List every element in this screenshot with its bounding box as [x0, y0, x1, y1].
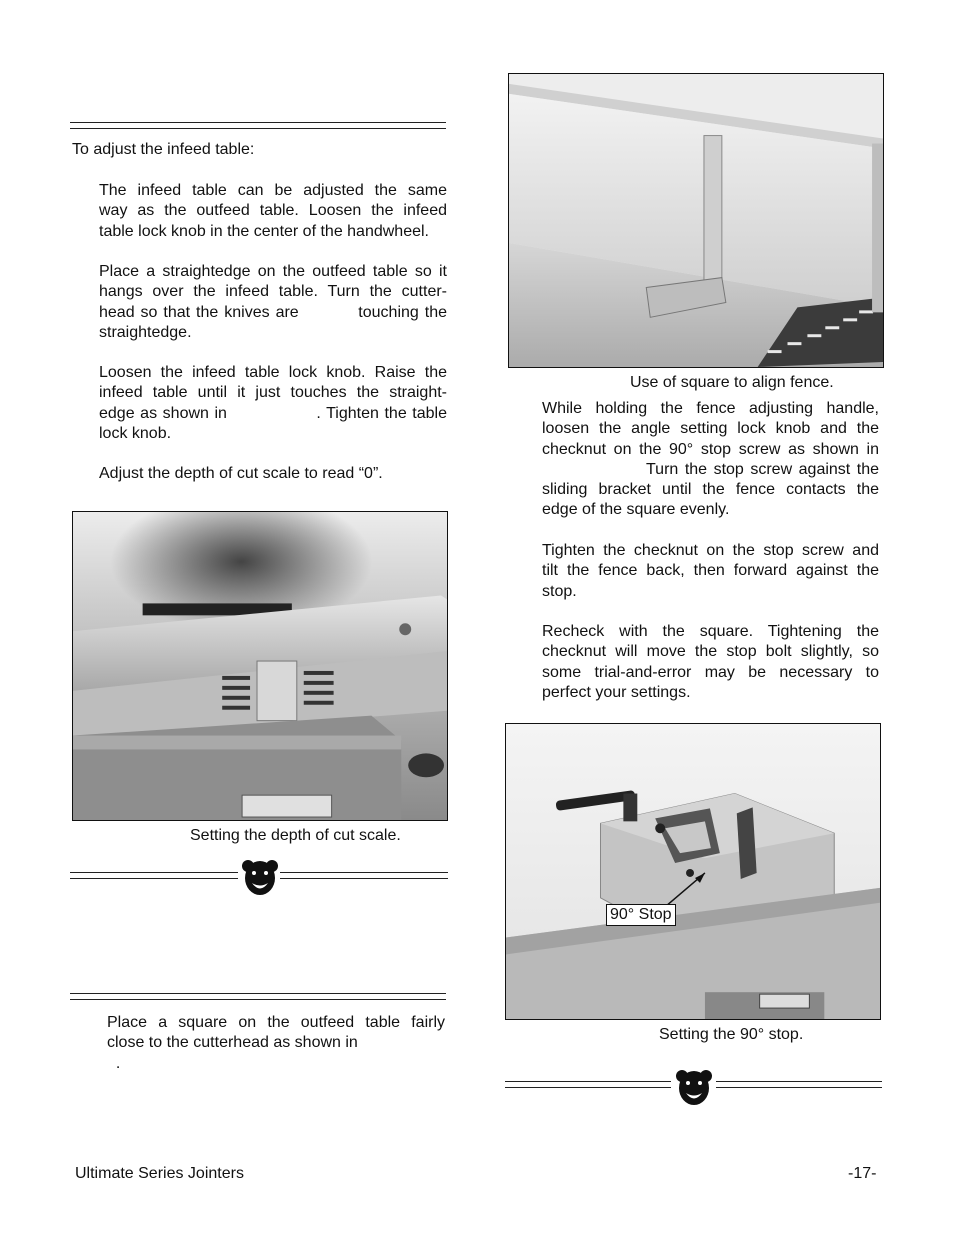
text-line: Place a straightedge on the outfeed table so it — [99, 263, 447, 280]
text-line: table lock knob in the center of the handwheel. — [99, 222, 429, 240]
text-line: way as the outfeed table. Loosen the infeed — [99, 202, 447, 220]
photo-90-stop — [505, 723, 881, 1020]
text-line: edge of the square evenly. — [542, 501, 730, 519]
text-line: Tighten the checknut on the stop screw and — [542, 542, 879, 559]
divider-line — [280, 872, 448, 879]
text-line: checknut will move the stop bolt slightly, so — [542, 643, 879, 661]
figure3-label-90-stop: 90° Stop — [606, 904, 676, 926]
paragraph-depth-scale: Adjust the depth of cut scale to read “0”. — [99, 465, 383, 482]
text-line: . — [107, 1054, 121, 1072]
text-line: sliding bracket until the fence contacts the — [542, 481, 879, 499]
paragraph-place-square — [107, 1013, 445, 1074]
text-line: Turn the stop screw against the — [542, 460, 879, 478]
figure1-caption: Setting the depth of cut scale. — [190, 827, 401, 844]
text-line: perfect your settings. — [542, 683, 691, 701]
text-line: lock knob. — [99, 424, 172, 442]
page-number: -17- — [848, 1165, 877, 1182]
section-divider — [70, 122, 446, 129]
footer-title: Ultimate Series Jointers — [75, 1165, 244, 1182]
text-line: some trial-and-error may be necessary to — [542, 663, 879, 681]
paragraph-straightedge — [99, 262, 447, 343]
text-line: Recheck with the square. Tightening the — [542, 623, 879, 640]
text-line: head so that the knives are touching the — [99, 303, 447, 321]
text-line: The infeed table can be adjusted the same — [99, 182, 447, 199]
text-line: checknut on the 90° stop screw as shown in — [542, 440, 879, 458]
divider-line — [70, 872, 238, 879]
divider-line — [716, 1081, 882, 1088]
paragraph-infeed-adjust — [99, 181, 447, 242]
paragraph-raise-infeed — [99, 363, 447, 444]
intro-text: To adjust the infeed table: — [72, 141, 255, 158]
paragraph-tighten-checknut — [542, 541, 879, 602]
text-line: straightedge. — [99, 323, 192, 341]
divider-line — [505, 1081, 671, 1088]
text-line: stop. — [542, 582, 577, 600]
photo-square-fence — [508, 73, 884, 368]
text-line: close to the cutterhead as shown in — [107, 1034, 358, 1052]
paragraph-hold-fence — [542, 399, 879, 521]
bear-logo-icon — [240, 858, 280, 898]
text-line: While holding the fence adjusting handle, — [542, 400, 879, 417]
text-line: Place a square on the outfeed table fairly — [107, 1014, 445, 1031]
paragraph-recheck — [542, 622, 879, 703]
figure3-caption: Setting the 90° stop. — [659, 1026, 804, 1043]
text-line: tilt the fence back, then forward against the — [542, 562, 879, 580]
text-line: infeed table until it just touches the straight- — [99, 384, 447, 402]
photo-depth-of-cut — [72, 511, 448, 821]
bear-logo-icon — [674, 1068, 714, 1108]
text-line: loosen the angle setting lock knob and the — [542, 420, 879, 438]
text-line: hangs over the infeed table. Turn the cutter- — [99, 283, 447, 301]
section-divider — [70, 993, 446, 1000]
text-line: edge as shown in . Tighten the table — [99, 404, 447, 422]
text-line: Loosen the infeed table lock knob. Raise the — [99, 364, 447, 381]
figure2-caption: Use of square to align fence. — [630, 374, 834, 391]
